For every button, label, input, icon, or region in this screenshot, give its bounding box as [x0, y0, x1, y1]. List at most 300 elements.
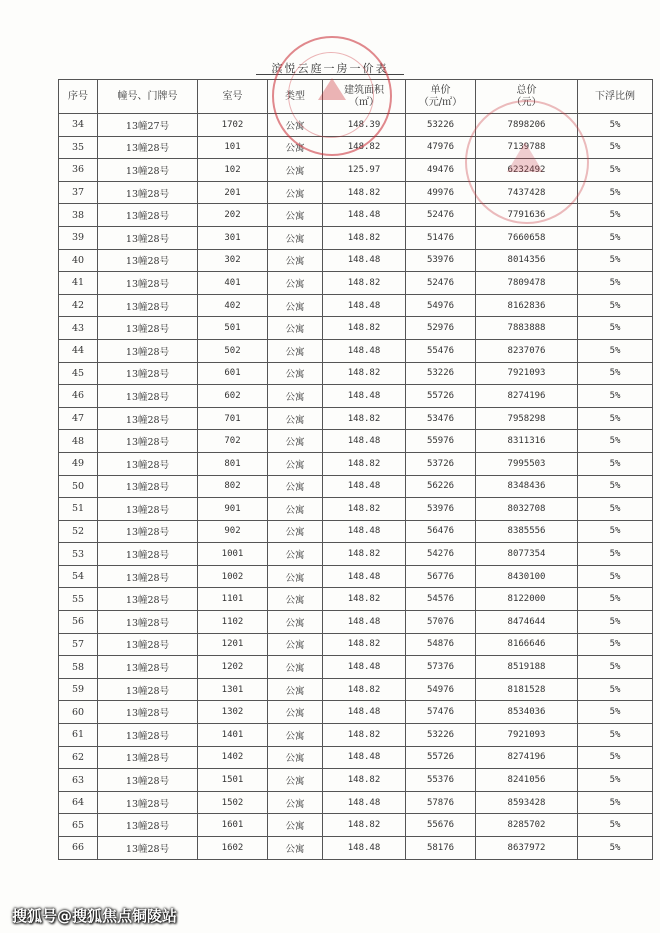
cell-unit-price: 53226 [406, 114, 476, 137]
cell-building: 13幢28号 [98, 814, 198, 837]
cell-room: 501 [198, 317, 268, 340]
cell-room: 1201 [198, 633, 268, 656]
header-discount: 下浮比例 [578, 80, 653, 114]
cell-total: 8285702 [476, 814, 578, 837]
cell-type: 公寓 [268, 317, 323, 340]
cell-discount: 5% [578, 656, 653, 679]
cell-building: 13幢28号 [98, 543, 198, 566]
cell-type: 公寓 [268, 791, 323, 814]
cell-area: 148.48 [323, 339, 406, 362]
cell-room: 602 [198, 385, 268, 408]
cell-area: 148.82 [323, 498, 406, 521]
cell-discount: 5% [578, 475, 653, 498]
cell-total: 8032708 [476, 498, 578, 521]
cell-total: 7995503 [476, 452, 578, 475]
cell-area: 148.48 [323, 385, 406, 408]
cell-discount: 5% [578, 724, 653, 747]
cell-area: 148.48 [323, 249, 406, 272]
table-row [59, 520, 653, 543]
cell-area: 148.82 [323, 543, 406, 566]
table-row [59, 543, 653, 566]
cell-area: 148.82 [323, 633, 406, 656]
cell-area: 148.48 [323, 611, 406, 634]
cell-room: 1302 [198, 701, 268, 724]
cell-total: 8166646 [476, 633, 578, 656]
cell-total: 7660658 [476, 226, 578, 249]
cell-type: 公寓 [268, 746, 323, 769]
cell-total: 8122000 [476, 588, 578, 611]
cell-type: 公寓 [268, 136, 323, 159]
cell-unit-price: 56226 [406, 475, 476, 498]
header-total-line1: 总价 [516, 84, 537, 96]
cell-room: 101 [198, 136, 268, 159]
cell-unit-price: 49976 [406, 181, 476, 204]
table-row [59, 385, 653, 408]
cell-room: 301 [198, 226, 268, 249]
cell-unit-price: 55476 [406, 339, 476, 362]
cell-building: 13幢28号 [98, 746, 198, 769]
cell-building: 13幢28号 [98, 407, 198, 430]
cell-area: 148.82 [323, 678, 406, 701]
table-row [59, 317, 653, 340]
cell-building: 13幢28号 [98, 339, 198, 362]
cell-room: 201 [198, 181, 268, 204]
cell-type: 公寓 [268, 294, 323, 317]
cell-building: 13幢28号 [98, 226, 198, 249]
cell-type: 公寓 [268, 701, 323, 724]
cell-unit-price: 57476 [406, 701, 476, 724]
table-header-row [59, 80, 653, 114]
header-seq: 序号 [59, 80, 98, 114]
cell-discount: 5% [578, 385, 653, 408]
cell-total: 8077354 [476, 543, 578, 566]
cell-room: 1002 [198, 565, 268, 588]
cell-building: 13幢28号 [98, 769, 198, 792]
table-row [59, 339, 653, 362]
cell-unit-price: 55976 [406, 430, 476, 453]
cell-building: 13幢28号 [98, 249, 198, 272]
cell-building: 13幢28号 [98, 791, 198, 814]
cell-discount: 5% [578, 837, 653, 860]
cell-room: 901 [198, 498, 268, 521]
cell-building: 13幢28号 [98, 565, 198, 588]
cell-building: 13幢28号 [98, 204, 198, 227]
cell-room: 401 [198, 272, 268, 295]
cell-type: 公寓 [268, 543, 323, 566]
cell-area: 148.82 [323, 814, 406, 837]
cell-total: 8241056 [476, 769, 578, 792]
cell-room: 702 [198, 430, 268, 453]
cell-discount: 5% [578, 362, 653, 385]
cell-room: 601 [198, 362, 268, 385]
cell-discount: 5% [578, 407, 653, 430]
cell-type: 公寓 [268, 475, 323, 498]
table-row [59, 136, 653, 159]
table-row [59, 272, 653, 295]
cell-discount: 5% [578, 272, 653, 295]
cell-discount: 5% [578, 498, 653, 521]
cell-seq: 52 [59, 520, 98, 543]
cell-seq: 57 [59, 633, 98, 656]
cell-seq: 34 [59, 114, 98, 137]
cell-seq: 59 [59, 678, 98, 701]
cell-discount: 5% [578, 588, 653, 611]
cell-type: 公寓 [268, 588, 323, 611]
cell-building: 13幢28号 [98, 724, 198, 747]
cell-type: 公寓 [268, 498, 323, 521]
cell-area: 148.82 [323, 272, 406, 295]
cell-unit-price: 49476 [406, 159, 476, 182]
cell-seq: 45 [59, 362, 98, 385]
cell-unit-price: 53976 [406, 249, 476, 272]
cell-total: 8014356 [476, 249, 578, 272]
cell-room: 1601 [198, 814, 268, 837]
cell-total: 7921093 [476, 362, 578, 385]
cell-building: 13幢28号 [98, 385, 198, 408]
header-area-line2: （㎡） [349, 96, 379, 108]
cell-discount: 5% [578, 430, 653, 453]
table-row [59, 565, 653, 588]
cell-total: 8593428 [476, 791, 578, 814]
cell-seq: 39 [59, 226, 98, 249]
cell-type: 公寓 [268, 814, 323, 837]
cell-total: 7921093 [476, 724, 578, 747]
cell-seq: 65 [59, 814, 98, 837]
cell-seq: 48 [59, 430, 98, 453]
cell-building: 13幢28号 [98, 136, 198, 159]
cell-room: 202 [198, 204, 268, 227]
cell-discount: 5% [578, 294, 653, 317]
cell-unit-price: 54976 [406, 294, 476, 317]
cell-building: 13幢28号 [98, 701, 198, 724]
cell-discount: 5% [578, 746, 653, 769]
cell-seq: 41 [59, 272, 98, 295]
cell-total: 7883888 [476, 317, 578, 340]
cell-total: 8274196 [476, 746, 578, 769]
cell-building: 13幢28号 [98, 294, 198, 317]
table-row [59, 837, 653, 860]
table-row [59, 656, 653, 679]
cell-area: 148.82 [323, 724, 406, 747]
cell-unit-price: 53226 [406, 724, 476, 747]
cell-type: 公寓 [268, 769, 323, 792]
cell-type: 公寓 [268, 204, 323, 227]
cell-area: 148.48 [323, 294, 406, 317]
table-row [59, 204, 653, 227]
cell-area: 148.39 [323, 114, 406, 137]
cell-building: 13幢28号 [98, 678, 198, 701]
cell-building: 13幢28号 [98, 362, 198, 385]
cell-total: 8474644 [476, 611, 578, 634]
table-row [59, 814, 653, 837]
cell-discount: 5% [578, 701, 653, 724]
cell-discount: 5% [578, 633, 653, 656]
cell-unit-price: 55726 [406, 746, 476, 769]
cell-seq: 37 [59, 181, 98, 204]
cell-discount: 5% [578, 114, 653, 137]
cell-seq: 62 [59, 746, 98, 769]
cell-type: 公寓 [268, 159, 323, 182]
table-row [59, 611, 653, 634]
cell-unit-price: 52476 [406, 272, 476, 295]
cell-room: 1202 [198, 656, 268, 679]
cell-seq: 50 [59, 475, 98, 498]
cell-type: 公寓 [268, 837, 323, 860]
cell-discount: 5% [578, 339, 653, 362]
cell-type: 公寓 [268, 611, 323, 634]
cell-area: 148.82 [323, 362, 406, 385]
cell-seq: 47 [59, 407, 98, 430]
cell-building: 13幢28号 [98, 272, 198, 295]
cell-discount: 5% [578, 565, 653, 588]
cell-building: 13幢28号 [98, 317, 198, 340]
cell-type: 公寓 [268, 407, 323, 430]
table-row [59, 791, 653, 814]
cell-building: 13幢28号 [98, 498, 198, 521]
header-building: 幢号、门牌号 [98, 80, 198, 114]
table-row [59, 724, 653, 747]
cell-type: 公寓 [268, 430, 323, 453]
cell-area: 148.48 [323, 475, 406, 498]
cell-total: 7898206 [476, 114, 578, 137]
cell-seq: 49 [59, 452, 98, 475]
cell-total: 8385556 [476, 520, 578, 543]
cell-type: 公寓 [268, 724, 323, 747]
cell-area: 148.48 [323, 204, 406, 227]
cell-total: 8534036 [476, 701, 578, 724]
cell-room: 1402 [198, 746, 268, 769]
cell-area: 148.82 [323, 136, 406, 159]
cell-unit-price: 58176 [406, 837, 476, 860]
cell-type: 公寓 [268, 272, 323, 295]
cell-total: 7958298 [476, 407, 578, 430]
cell-area: 148.48 [323, 746, 406, 769]
price-table [58, 79, 653, 860]
table-row [59, 249, 653, 272]
cell-seq: 55 [59, 588, 98, 611]
cell-room: 502 [198, 339, 268, 362]
cell-discount: 5% [578, 452, 653, 475]
table-row [59, 407, 653, 430]
cell-building: 13幢28号 [98, 159, 198, 182]
cell-unit-price: 53226 [406, 362, 476, 385]
header-type: 类型 [268, 80, 323, 114]
cell-area: 148.48 [323, 837, 406, 860]
cell-building: 13幢27号 [98, 114, 198, 137]
cell-room: 1602 [198, 837, 268, 860]
cell-area: 148.48 [323, 430, 406, 453]
cell-building: 13幢28号 [98, 633, 198, 656]
cell-discount: 5% [578, 791, 653, 814]
cell-room: 302 [198, 249, 268, 272]
table-row [59, 430, 653, 453]
document-title: 滨悦云庭一房一价表 [271, 62, 389, 75]
cell-type: 公寓 [268, 520, 323, 543]
cell-total: 8311316 [476, 430, 578, 453]
cell-room: 1101 [198, 588, 268, 611]
cell-unit-price: 54976 [406, 678, 476, 701]
cell-unit-price: 57376 [406, 656, 476, 679]
cell-room: 701 [198, 407, 268, 430]
table-body [59, 114, 653, 860]
cell-unit-price: 57076 [406, 611, 476, 634]
cell-area: 148.48 [323, 565, 406, 588]
cell-building: 13幢28号 [98, 837, 198, 860]
cell-seq: 43 [59, 317, 98, 340]
cell-type: 公寓 [268, 678, 323, 701]
cell-total: 8348436 [476, 475, 578, 498]
cell-room: 802 [198, 475, 268, 498]
table-row [59, 678, 653, 701]
header-total [476, 80, 578, 114]
table-row [59, 633, 653, 656]
cell-building: 13幢28号 [98, 656, 198, 679]
table-row [59, 362, 653, 385]
cell-total: 7809478 [476, 272, 578, 295]
cell-seq: 38 [59, 204, 98, 227]
table-row [59, 226, 653, 249]
cell-area: 148.82 [323, 317, 406, 340]
cell-seq: 53 [59, 543, 98, 566]
table-row [59, 181, 653, 204]
cell-unit-price: 53976 [406, 498, 476, 521]
cell-total: 7437428 [476, 181, 578, 204]
cell-unit-price: 56476 [406, 520, 476, 543]
cell-room: 402 [198, 294, 268, 317]
cell-total: 8637972 [476, 837, 578, 860]
cell-room: 1102 [198, 611, 268, 634]
cell-discount: 5% [578, 181, 653, 204]
cell-building: 13幢28号 [98, 588, 198, 611]
table-row [59, 498, 653, 521]
table-row [59, 114, 653, 137]
cell-area: 148.48 [323, 791, 406, 814]
cell-room: 1502 [198, 791, 268, 814]
cell-total: 8162836 [476, 294, 578, 317]
cell-unit-price: 52976 [406, 317, 476, 340]
cell-discount: 5% [578, 204, 653, 227]
cell-room: 1301 [198, 678, 268, 701]
cell-area: 148.48 [323, 656, 406, 679]
cell-type: 公寓 [268, 452, 323, 475]
cell-type: 公寓 [268, 633, 323, 656]
cell-unit-price: 56776 [406, 565, 476, 588]
cell-room: 102 [198, 159, 268, 182]
table-row [59, 475, 653, 498]
cell-unit-price: 54576 [406, 588, 476, 611]
table-row [59, 701, 653, 724]
cell-area: 148.48 [323, 701, 406, 724]
cell-seq: 51 [59, 498, 98, 521]
header-area [323, 80, 406, 114]
cell-total: 7139788 [476, 136, 578, 159]
cell-area: 148.82 [323, 452, 406, 475]
header-room: 室号 [198, 80, 268, 114]
header-unit-line2: （元/㎡） [418, 96, 463, 108]
cell-unit-price: 54276 [406, 543, 476, 566]
cell-type: 公寓 [268, 656, 323, 679]
cell-seq: 40 [59, 249, 98, 272]
cell-area: 148.82 [323, 588, 406, 611]
cell-seq: 36 [59, 159, 98, 182]
cell-seq: 54 [59, 565, 98, 588]
cell-type: 公寓 [268, 339, 323, 362]
cell-total: 8430100 [476, 565, 578, 588]
cell-area: 148.82 [323, 226, 406, 249]
cell-building: 13幢28号 [98, 520, 198, 543]
watermark-caption: 搜狐号@搜狐焦点铜陵站 [12, 907, 178, 925]
cell-discount: 5% [578, 249, 653, 272]
table-row [59, 159, 653, 182]
cell-building: 13幢28号 [98, 611, 198, 634]
cell-discount: 5% [578, 226, 653, 249]
cell-discount: 5% [578, 317, 653, 340]
cell-unit-price: 54876 [406, 633, 476, 656]
cell-type: 公寓 [268, 385, 323, 408]
cell-room: 801 [198, 452, 268, 475]
cell-unit-price: 53476 [406, 407, 476, 430]
cell-seq: 35 [59, 136, 98, 159]
cell-building: 13幢28号 [98, 430, 198, 453]
cell-unit-price: 55376 [406, 769, 476, 792]
cell-discount: 5% [578, 543, 653, 566]
cell-seq: 64 [59, 791, 98, 814]
cell-seq: 60 [59, 701, 98, 724]
cell-unit-price: 51476 [406, 226, 476, 249]
cell-seq: 63 [59, 769, 98, 792]
cell-unit-price: 47976 [406, 136, 476, 159]
cell-total: 8181528 [476, 678, 578, 701]
cell-unit-price: 57876 [406, 791, 476, 814]
cell-type: 公寓 [268, 362, 323, 385]
cell-area: 148.82 [323, 181, 406, 204]
table-row [59, 588, 653, 611]
cell-type: 公寓 [268, 565, 323, 588]
cell-total: 8274196 [476, 385, 578, 408]
cell-area: 148.82 [323, 769, 406, 792]
cell-type: 公寓 [268, 226, 323, 249]
cell-area: 148.48 [323, 520, 406, 543]
cell-area: 148.82 [323, 407, 406, 430]
cell-seq: 61 [59, 724, 98, 747]
cell-building: 13幢28号 [98, 475, 198, 498]
cell-total: 8237076 [476, 339, 578, 362]
cell-unit-price: 53726 [406, 452, 476, 475]
cell-seq: 66 [59, 837, 98, 860]
header-area-line1: 建筑面积 [344, 84, 384, 96]
cell-area: 125.97 [323, 159, 406, 182]
cell-room: 1001 [198, 543, 268, 566]
table-row [59, 294, 653, 317]
header-total-line2: （元） [511, 96, 542, 108]
cell-room: 902 [198, 520, 268, 543]
table-row [59, 746, 653, 769]
cell-total: 6232492 [476, 159, 578, 182]
cell-building: 13幢28号 [98, 452, 198, 475]
cell-discount: 5% [578, 159, 653, 182]
table-row [59, 769, 653, 792]
cell-type: 公寓 [268, 249, 323, 272]
cell-discount: 5% [578, 611, 653, 634]
cell-room: 1702 [198, 114, 268, 137]
title-underline [256, 74, 404, 75]
header-unit-line1: 单价 [430, 84, 451, 96]
cell-discount: 5% [578, 814, 653, 837]
cell-discount: 5% [578, 769, 653, 792]
cell-seq: 58 [59, 656, 98, 679]
cell-unit-price: 55676 [406, 814, 476, 837]
cell-type: 公寓 [268, 114, 323, 137]
